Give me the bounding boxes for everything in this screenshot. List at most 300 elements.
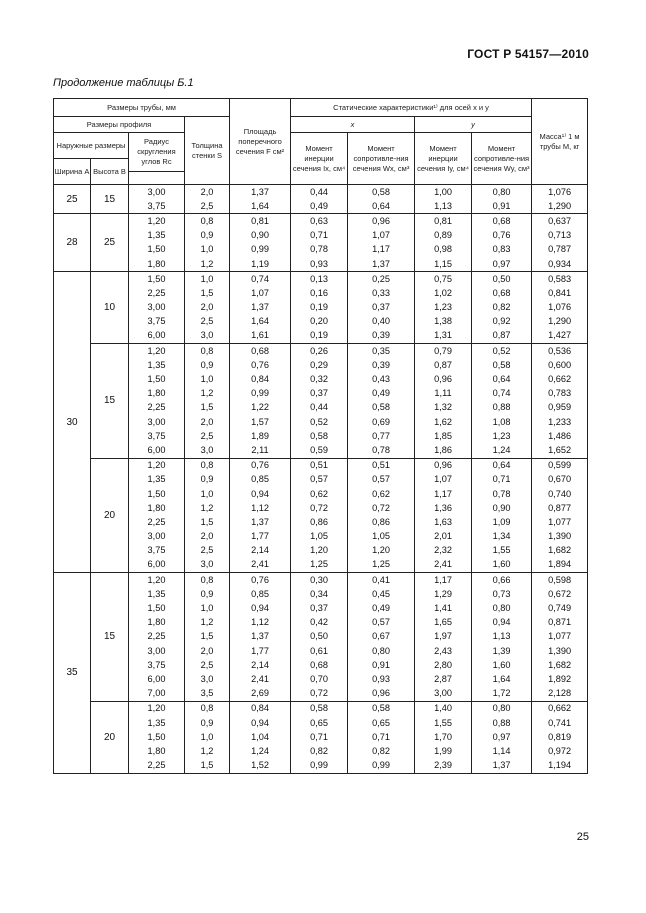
mass-cell: 0,672 — [532, 587, 588, 601]
radius-cell: 2,25 — [129, 515, 185, 529]
resist-y-cell: 0,87 — [472, 329, 532, 344]
thickness-cell: 2,0 — [185, 185, 230, 200]
mass-cell: 0,972 — [532, 744, 588, 758]
resist-y-cell: 1,39 — [472, 644, 532, 658]
radius-cell: 1,35 — [129, 229, 185, 243]
inertia-y-cell: 3,00 — [415, 687, 472, 702]
resist-x-cell: 0,96 — [348, 214, 415, 229]
resist-x-cell: 1,05 — [348, 530, 415, 544]
resist-y-cell: 1,60 — [472, 558, 532, 573]
mass-cell: 1,652 — [532, 443, 588, 458]
resist-x-cell: 0,40 — [348, 315, 415, 329]
inertia-y-cell: 1,02 — [415, 286, 472, 300]
table-row — [54, 401, 588, 415]
area-cell: 1,77 — [230, 644, 291, 658]
resist-y-cell: 0,80 — [472, 601, 532, 615]
inertia-y-cell: 1,99 — [415, 744, 472, 758]
table-row — [54, 601, 588, 615]
area-cell: 0,74 — [230, 272, 291, 287]
table-row — [54, 344, 588, 359]
inertia-y-cell: 1,38 — [415, 315, 472, 329]
resist-x-cell: 0,39 — [348, 329, 415, 344]
table-row — [54, 185, 588, 200]
table-row — [54, 744, 588, 758]
area-cell: 1,24 — [230, 744, 291, 758]
mass-cell: 1,390 — [532, 530, 588, 544]
radius-cell: 3,00 — [129, 185, 185, 200]
thickness-cell: 2,5 — [185, 199, 230, 214]
resist-y-cell: 0,88 — [472, 401, 532, 415]
radius-cell: 1,50 — [129, 243, 185, 257]
area-cell: 1,57 — [230, 415, 291, 429]
inertia-x-cell: 0,72 — [291, 687, 348, 702]
resist-x-cell: 0,49 — [348, 387, 415, 401]
resist-y-cell: 0,82 — [472, 301, 532, 315]
resist-x-cell: 0,41 — [348, 573, 415, 588]
resist-y-cell: 0,80 — [472, 185, 532, 200]
resist-y-cell: 0,90 — [472, 501, 532, 515]
inertia-y-cell: 1,32 — [415, 401, 472, 415]
radius-cell: 1,35 — [129, 358, 185, 372]
table-row — [54, 214, 588, 229]
table-row — [54, 315, 588, 329]
inertia-x-cell: 0,30 — [291, 573, 348, 588]
table-row — [54, 372, 588, 386]
thickness-cell: 1,0 — [185, 730, 230, 744]
inertia-x-cell: 0,72 — [291, 501, 348, 515]
thickness-cell: 0,9 — [185, 229, 230, 243]
area-cell: 1,19 — [230, 257, 291, 272]
table-row — [54, 358, 588, 372]
thickness-cell: 1,0 — [185, 372, 230, 386]
radius-cell: 2,25 — [129, 759, 185, 774]
radius-cell: 1,20 — [129, 344, 185, 359]
inertia-x-cell: 0,42 — [291, 616, 348, 630]
mass-cell: 1,682 — [532, 658, 588, 672]
thickness-cell: 1,2 — [185, 387, 230, 401]
resist-x-cell: 0,86 — [348, 515, 415, 529]
outer-sizes-header: Наружные размеры — [54, 133, 129, 159]
radius-cell: 3,75 — [129, 315, 185, 329]
resist-y-cell: 1,72 — [472, 687, 532, 702]
inertia-x-cell: 0,57 — [291, 473, 348, 487]
thickness-cell: 0,8 — [185, 458, 230, 473]
thickness-cell: 2,5 — [185, 658, 230, 672]
thickness-cell: 1,2 — [185, 257, 230, 272]
area-cell: 0,76 — [230, 458, 291, 473]
table-row — [54, 329, 588, 344]
resist-x-cell: 0,51 — [348, 458, 415, 473]
resist-x-cell: 0,49 — [348, 601, 415, 615]
radius-cell: 1,50 — [129, 487, 185, 501]
resist-x-cell: 0,58 — [348, 185, 415, 200]
resist-x-cell: 0,99 — [348, 759, 415, 774]
thickness-cell: 0,8 — [185, 344, 230, 359]
inertia-x-cell: 0,44 — [291, 185, 348, 200]
area-cell: 1,61 — [230, 329, 291, 344]
mass-cell: 1,390 — [532, 644, 588, 658]
mass-cell: 1,194 — [532, 759, 588, 774]
resist-y-cell: 0,64 — [472, 458, 532, 473]
thickness-cell: 1,2 — [185, 501, 230, 515]
table-row — [54, 272, 588, 287]
radius-cell: 3,75 — [129, 544, 185, 558]
radius-cell: 1,50 — [129, 730, 185, 744]
inertia-x-cell: 0,44 — [291, 401, 348, 415]
mass-cell: 1,894 — [532, 558, 588, 573]
area-cell: 0,76 — [230, 358, 291, 372]
radius-cell: 1,80 — [129, 501, 185, 515]
area-cell: 1,22 — [230, 401, 291, 415]
inertia-x-cell: 0,61 — [291, 644, 348, 658]
table-caption: Продолжение таблицы Б.1 — [53, 77, 194, 89]
mass-cell: 0,871 — [532, 616, 588, 630]
inertia-y-cell: 1,36 — [415, 501, 472, 515]
thickness-cell: 0,8 — [185, 701, 230, 716]
resist-x-cell: 0,43 — [348, 372, 415, 386]
inertia-y-header: Момент инерции сечения Iy, см⁴ — [415, 133, 472, 185]
radius-cell: 1,80 — [129, 616, 185, 630]
height-cell: 15 — [91, 185, 129, 214]
resist-y-cell: 1,55 — [472, 544, 532, 558]
inertia-x-cell: 0,63 — [291, 214, 348, 229]
mass-cell: 0,934 — [532, 257, 588, 272]
inertia-y-cell: 1,55 — [415, 716, 472, 730]
thickness-cell: 0,9 — [185, 473, 230, 487]
resist-x-cell: 0,78 — [348, 443, 415, 458]
thickness-cell: 0,9 — [185, 358, 230, 372]
thickness-cell: 3,0 — [185, 329, 230, 344]
radius-cell: 1,80 — [129, 257, 185, 272]
resist-y-cell: 1,60 — [472, 658, 532, 672]
inertia-x-cell: 0,51 — [291, 458, 348, 473]
inertia-y-cell: 2,43 — [415, 644, 472, 658]
resist-x-cell: 0,45 — [348, 587, 415, 601]
inertia-y-cell: 2,41 — [415, 558, 472, 573]
height-cell: 15 — [91, 573, 129, 702]
inertia-y-cell: 0,89 — [415, 229, 472, 243]
radius-cell: 1,20 — [129, 458, 185, 473]
resist-y-cell: 0,52 — [472, 344, 532, 359]
table-row — [54, 458, 588, 473]
area-cell: 2,14 — [230, 544, 291, 558]
table-row — [54, 443, 588, 458]
table-row — [54, 429, 588, 443]
resist-y-cell: 0,97 — [472, 730, 532, 744]
resist-x-cell: 0,72 — [348, 501, 415, 515]
mass-cell: 0,670 — [532, 473, 588, 487]
inertia-y-cell: 0,81 — [415, 214, 472, 229]
resist-x-cell: 0,93 — [348, 672, 415, 686]
resist-y-cell: 0,73 — [472, 587, 532, 601]
inertia-x-cell: 0,70 — [291, 672, 348, 686]
mass-cell: 1,892 — [532, 672, 588, 686]
thickness-cell: 1,5 — [185, 401, 230, 415]
area-cell: 0,94 — [230, 601, 291, 615]
resist-y-cell: 0,78 — [472, 487, 532, 501]
mass-cell: 0,637 — [532, 214, 588, 229]
area-cell: 2,41 — [230, 672, 291, 686]
resist-y-cell: 0,80 — [472, 701, 532, 716]
resist-x-cell: 0,65 — [348, 716, 415, 730]
height-cell: 15 — [91, 344, 129, 459]
resist-x-cell: 1,37 — [348, 257, 415, 272]
thickness-cell: 3,0 — [185, 443, 230, 458]
thickness-cell: 2,5 — [185, 315, 230, 329]
mass-cell: 0,662 — [532, 701, 588, 716]
mass-cell: 0,662 — [532, 372, 588, 386]
resist-x-cell: 0,82 — [348, 744, 415, 758]
radius-cell: 1,50 — [129, 601, 185, 615]
inertia-x-cell: 0,20 — [291, 315, 348, 329]
inertia-y-cell: 0,87 — [415, 358, 472, 372]
mass-cell: 0,600 — [532, 358, 588, 372]
thickness-cell: 1,0 — [185, 272, 230, 287]
inertia-x-cell: 0,13 — [291, 272, 348, 287]
thickness-cell: 2,0 — [185, 301, 230, 315]
resist-y-cell: 0,91 — [472, 199, 532, 214]
mass-header: Масса¹⁾ 1 м трубы M, кг — [532, 99, 588, 185]
area-cell: 0,85 — [230, 587, 291, 601]
inertia-x-cell: 0,32 — [291, 372, 348, 386]
inertia-x-cell: 0,58 — [291, 429, 348, 443]
resist-x-cell: 0,71 — [348, 730, 415, 744]
radius-cell: 1,50 — [129, 272, 185, 287]
mass-cell: 1,682 — [532, 544, 588, 558]
resist-y-header: Момент сопротивле-ния сечения Wy, см³ — [472, 133, 532, 185]
thickness-cell: 3,0 — [185, 672, 230, 686]
inertia-x-cell: 0,82 — [291, 744, 348, 758]
radius-cell: 1,50 — [129, 372, 185, 386]
area-cell: 1,52 — [230, 759, 291, 774]
area-cell: 1,12 — [230, 616, 291, 630]
inertia-y-cell: 1,15 — [415, 257, 472, 272]
mass-cell: 1,077 — [532, 515, 588, 529]
axis-y-header: y — [415, 117, 532, 133]
inertia-y-cell: 1,17 — [415, 573, 472, 588]
thickness-cell: 0,9 — [185, 716, 230, 730]
area-cell: 0,81 — [230, 214, 291, 229]
mass-cell: 0,819 — [532, 730, 588, 744]
inertia-y-cell: 1,70 — [415, 730, 472, 744]
thickness-cell: 0,8 — [185, 573, 230, 588]
thickness-cell: 1,5 — [185, 630, 230, 644]
resist-x-cell: 0,96 — [348, 687, 415, 702]
mass-cell: 0,583 — [532, 272, 588, 287]
resist-y-cell: 0,58 — [472, 358, 532, 372]
table-row — [54, 573, 588, 588]
mass-cell: 1,290 — [532, 315, 588, 329]
resist-y-cell: 0,50 — [472, 272, 532, 287]
area-cell: 1,07 — [230, 286, 291, 300]
mass-cell: 1,076 — [532, 185, 588, 200]
resist-y-cell: 1,37 — [472, 759, 532, 774]
table-row — [54, 243, 588, 257]
area-cell: 1,12 — [230, 501, 291, 515]
area-cell: 2,69 — [230, 687, 291, 702]
radius-cell: 2,25 — [129, 630, 185, 644]
resist-y-cell: 0,66 — [472, 573, 532, 588]
inertia-y-cell: 0,98 — [415, 243, 472, 257]
height-cell: 25 — [91, 214, 129, 272]
resist-x-cell: 0,33 — [348, 286, 415, 300]
width-cell: 30 — [54, 272, 91, 573]
inertia-x-cell: 0,86 — [291, 515, 348, 529]
inertia-x-cell: 0,99 — [291, 759, 348, 774]
mass-cell: 0,713 — [532, 229, 588, 243]
resist-y-cell: 0,88 — [472, 716, 532, 730]
area-cell: 2,11 — [230, 443, 291, 458]
table-row — [54, 415, 588, 429]
inertia-x-cell: 0,34 — [291, 587, 348, 601]
table-row — [54, 286, 588, 300]
standard-number: ГОСТ Р 54157—2010 — [467, 47, 589, 61]
thickness-cell: 1,2 — [185, 616, 230, 630]
table-row — [54, 257, 588, 272]
thickness-cell: 1,2 — [185, 744, 230, 758]
inertia-y-cell: 2,32 — [415, 544, 472, 558]
thickness-cell: 1,5 — [185, 515, 230, 529]
width-cell: 25 — [54, 185, 91, 214]
area-cell: 0,90 — [230, 229, 291, 243]
resist-y-cell: 1,14 — [472, 744, 532, 758]
inertia-y-cell: 1,13 — [415, 199, 472, 214]
radius-cell: 1,35 — [129, 587, 185, 601]
page-number: 25 — [576, 831, 589, 843]
area-cell: 0,68 — [230, 344, 291, 359]
mass-cell: 0,598 — [532, 573, 588, 588]
table-row — [54, 687, 588, 702]
width-cell: 35 — [54, 573, 91, 774]
area-cell: 1,37 — [230, 185, 291, 200]
resist-y-cell: 0,68 — [472, 214, 532, 229]
height-cell: 20 — [91, 701, 129, 773]
width-header: Ширина A — [54, 159, 91, 185]
area-cell: 0,99 — [230, 387, 291, 401]
thickness-cell: 2,5 — [185, 544, 230, 558]
radius-cell: 6,00 — [129, 329, 185, 344]
inertia-x-cell: 0,52 — [291, 415, 348, 429]
radius-cell: 6,00 — [129, 443, 185, 458]
inertia-y-cell: 1,63 — [415, 515, 472, 529]
table-row — [54, 199, 588, 214]
resist-y-cell: 1,64 — [472, 672, 532, 686]
inertia-x-cell: 0,37 — [291, 601, 348, 615]
table-row — [54, 544, 588, 558]
resist-x-cell: 0,62 — [348, 487, 415, 501]
thickness-cell: 0,9 — [185, 587, 230, 601]
table-row — [54, 658, 588, 672]
mass-cell: 0,787 — [532, 243, 588, 257]
mass-cell: 1,290 — [532, 199, 588, 214]
inertia-y-cell: 1,85 — [415, 429, 472, 443]
radius-cell: 3,00 — [129, 530, 185, 544]
width-cell: 28 — [54, 214, 91, 272]
radius-cell: 6,00 — [129, 672, 185, 686]
radius-cell: 2,25 — [129, 286, 185, 300]
mass-cell: 1,077 — [532, 630, 588, 644]
inertia-y-cell: 1,23 — [415, 301, 472, 315]
inertia-y-cell: 1,29 — [415, 587, 472, 601]
thickness-cell: 1,5 — [185, 286, 230, 300]
table-row — [54, 229, 588, 243]
resist-x-cell: 1,25 — [348, 558, 415, 573]
radius-cell: 3,75 — [129, 199, 185, 214]
thickness-cell: 3,0 — [185, 558, 230, 573]
area-cell: 1,37 — [230, 515, 291, 529]
inertia-x-cell: 1,05 — [291, 530, 348, 544]
resist-x-cell: 0,35 — [348, 344, 415, 359]
thickness-cell: 2,5 — [185, 429, 230, 443]
table-row — [54, 515, 588, 529]
height-cell: 20 — [91, 458, 129, 573]
radius-cell: 3,00 — [129, 415, 185, 429]
thickness-cell: 1,0 — [185, 601, 230, 615]
area-cell: 1,37 — [230, 301, 291, 315]
resist-x-cell: 1,17 — [348, 243, 415, 257]
inertia-x-cell: 0,49 — [291, 199, 348, 214]
inertia-y-cell: 1,00 — [415, 185, 472, 200]
area-cell: 1,04 — [230, 730, 291, 744]
area-cell: 0,99 — [230, 243, 291, 257]
inertia-x-cell: 0,68 — [291, 658, 348, 672]
resist-y-cell: 0,76 — [472, 229, 532, 243]
area-cell: 0,84 — [230, 701, 291, 716]
area-cell: 2,14 — [230, 658, 291, 672]
inertia-y-cell: 2,01 — [415, 530, 472, 544]
resist-y-cell: 0,64 — [472, 372, 532, 386]
resist-x-cell: 0,67 — [348, 630, 415, 644]
tube-sizes-header: Размеры трубы, мм — [54, 99, 230, 117]
inertia-x-cell: 0,59 — [291, 443, 348, 458]
mass-cell: 0,599 — [532, 458, 588, 473]
mass-cell: 0,749 — [532, 601, 588, 615]
table-row — [54, 530, 588, 544]
inertia-x-cell: 0,93 — [291, 257, 348, 272]
radius-header: Радиус скругления углов Rc — [129, 133, 185, 172]
inertia-y-cell: 1,97 — [415, 630, 472, 644]
inertia-y-cell: 1,65 — [415, 616, 472, 630]
mass-cell: 0,741 — [532, 716, 588, 730]
table-row — [54, 387, 588, 401]
radius-cell: 1,80 — [129, 744, 185, 758]
resist-x-cell: 0,91 — [348, 658, 415, 672]
inertia-x-cell: 0,16 — [291, 286, 348, 300]
static-header: Статические характеристики¹⁾ для осей x и y — [291, 99, 532, 117]
thickness-header: Толщина стенки S — [185, 117, 230, 185]
inertia-x-cell: 0,37 — [291, 387, 348, 401]
table-row — [54, 487, 588, 501]
area-cell: 0,76 — [230, 573, 291, 588]
thickness-cell: 1,0 — [185, 487, 230, 501]
inertia-x-cell: 0,26 — [291, 344, 348, 359]
radius-cell: 1,35 — [129, 473, 185, 487]
area-cell: 2,41 — [230, 558, 291, 573]
area-cell: 1,64 — [230, 199, 291, 214]
inertia-y-cell: 1,17 — [415, 487, 472, 501]
resist-x-cell: 0,77 — [348, 429, 415, 443]
inertia-x-cell: 0,65 — [291, 716, 348, 730]
profile-sizes-header: Размеры профиля — [54, 117, 185, 133]
table-row — [54, 716, 588, 730]
mass-cell: 1,486 — [532, 429, 588, 443]
thickness-cell: 2,0 — [185, 644, 230, 658]
inertia-x-cell: 0,29 — [291, 358, 348, 372]
resist-x-cell: 0,58 — [348, 401, 415, 415]
thickness-cell: 1,0 — [185, 243, 230, 257]
resist-x-cell: 0,57 — [348, 616, 415, 630]
radius-cell: 1,80 — [129, 387, 185, 401]
